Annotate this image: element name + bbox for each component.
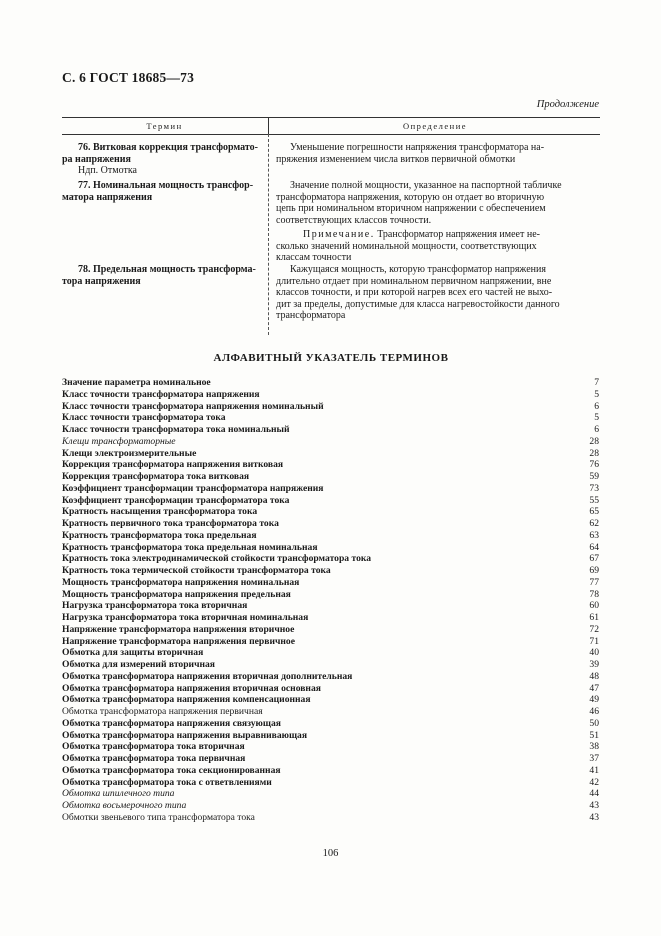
index-entry: [62, 483, 599, 495]
index-entry-page: 72: [589, 623, 599, 635]
index-entry-page: 39: [589, 659, 599, 670]
index-entry-term: Коррекция трансформатора напряжения витковая: [62, 459, 284, 471]
definition-line: пряжения изменением числа витков первичной обмотки: [276, 153, 516, 165]
index-entry: [62, 788, 599, 800]
column-header-term: Термин: [146, 121, 183, 131]
index-entry-page: 46: [589, 706, 599, 717]
index-entry: [62, 377, 599, 389]
index-entry-term: Коэффициент трансформации трансформатора напряжения: [62, 482, 324, 494]
index-entry-term: Кратность трансформатора тока предельная номинальная: [62, 541, 318, 553]
index-entry: [62, 659, 599, 671]
index-entry: [62, 518, 599, 530]
index-entry-term: Клещи трансформаторные: [62, 435, 176, 447]
column-divider: [268, 134, 269, 335]
index-entry-page: 63: [589, 529, 599, 541]
index-entry-page: 38: [589, 741, 599, 753]
index-entry-term: Кратность первичного тока трансформатора тока: [62, 518, 279, 529]
index-entry-term: Обмотка для измерений вторичная: [62, 659, 215, 670]
index-entry: [62, 471, 599, 483]
index-entry-page: 49: [589, 694, 599, 706]
index-entry: [62, 741, 599, 753]
index-entry-page: 65: [589, 506, 599, 518]
column-divider-header: [268, 117, 269, 134]
index-entry-page: 41: [589, 764, 599, 776]
table-top-rule: [62, 117, 600, 118]
index-entry-term: Коэффициент трансформации трансформатора тока: [62, 494, 290, 506]
index-entry: [62, 812, 599, 824]
index-entry-term: Обмотка трансформатора тока секционированная: [62, 764, 281, 776]
note-line: сколько значений номинальной мощности, соответствующих: [276, 240, 537, 252]
index-entry-page: 43: [589, 811, 599, 823]
index-entry-page: 5: [594, 388, 599, 400]
term-alias: Ндп. Отмотка: [78, 165, 137, 176]
index-entry-page: 67: [589, 553, 599, 565]
index-entry-term: Кратность трансформатора тока предельная: [62, 529, 257, 541]
index-entry: [62, 412, 599, 424]
definition-line: трансформатора: [276, 310, 346, 321]
note-line: [276, 229, 599, 241]
index-entry-page: 7: [594, 377, 599, 388]
definition-line: Кажущаяся мощность, которую трансформатор напряжения: [290, 264, 546, 275]
index-entry-term: Обмотка трансформатора тока первичная: [62, 753, 246, 764]
index-entry: [62, 636, 599, 648]
term-cell-78: [62, 264, 264, 287]
index-entry-term: Обмотка трансформатора напряжения связующая: [62, 717, 281, 729]
definition-line: дит за пределы, допустимые для класса нагревостойкости данного: [276, 298, 560, 310]
index-entry: [62, 624, 599, 636]
index-entry-page: 37: [589, 753, 599, 764]
index-entry-term: Напряжение трансформатора напряжения вторичное: [62, 623, 295, 635]
index-entry-page: 6: [594, 424, 599, 435]
index-entry-term: Обмотка трансформатора напряжения первичная: [62, 706, 263, 717]
index-entry-page: 42: [589, 776, 599, 788]
index-entry: [62, 647, 599, 659]
index-entry: [62, 565, 599, 577]
index-entry-term: Коррекция трансформатора тока витковая: [62, 471, 250, 482]
term-cell-76: [62, 142, 264, 177]
definition-line: Значение полной мощности, указанное на паспортной табличке: [290, 180, 562, 191]
index-entry-term: Обмотка трансформатора тока с ответвлениями: [62, 776, 272, 788]
index-entry-page: 28: [589, 435, 599, 447]
index-entry: [62, 530, 599, 542]
index-entry-page: 60: [589, 600, 599, 612]
index-entry-term: Клещи электроизмерительные: [62, 447, 197, 459]
index-entry-term: Напряжение трансформатора напряжения первичное: [62, 635, 295, 647]
index-entry-page: 40: [589, 647, 599, 659]
index-entry-term: Кратность тока термической стойкости трансформатора тока: [62, 565, 331, 576]
index-entry-page: 28: [589, 447, 599, 459]
column-header-definition: Определение: [402, 121, 468, 131]
term-cell-77: [62, 180, 264, 203]
term-line: 76. Витковая коррекция трансформато-: [78, 142, 259, 153]
index-entry-page: 44: [589, 788, 599, 800]
index-entry-term: Обмотка шпилечного типа: [62, 788, 175, 800]
definition-line: соответствующих классов точности.: [276, 214, 432, 226]
index-entry: [62, 600, 599, 612]
index-entry-page: 6: [594, 400, 599, 412]
note-line: классам точности: [276, 252, 352, 263]
term-line: матора напряжения: [62, 191, 153, 203]
index-entry: [62, 730, 599, 742]
index-title: АЛФАВИТНЫЙ УКАЗАТЕЛЬ ТЕРМИНОВ: [213, 352, 449, 364]
term-line: ра напряжения: [62, 153, 131, 165]
page-header-title: С. 6 ГОСТ 18685—73: [62, 70, 195, 85]
index-entry-page: 71: [589, 635, 599, 647]
definition-line: длительно отдает при номинальном первичном напряжении, вне: [276, 275, 552, 287]
index-entry: [62, 718, 599, 730]
index-entry-term: Обмотка трансформатора напряжения выравнивающая: [62, 729, 308, 741]
index-entry: [62, 495, 599, 507]
index-entry: [62, 683, 599, 695]
index-entry: [62, 577, 599, 589]
index-entry-page: 55: [589, 494, 599, 506]
definition-line: Уменьшение погрешности напряжения трансформатора на-: [290, 142, 545, 153]
index-entry: [62, 753, 599, 765]
index-entry-term: Кратность тока электродинамической стойкости трансформатора тока: [62, 553, 372, 565]
index-entry-page: 73: [589, 482, 599, 494]
index-entry: [62, 777, 599, 789]
index-entry-page: 5: [594, 412, 599, 424]
page-number: 106: [322, 848, 339, 859]
index-entry-page: 43: [589, 800, 599, 811]
index-entry-term: Мощность трансформатора напряжения предельная: [62, 588, 291, 600]
index-entry: [62, 389, 599, 401]
index-entry: [62, 401, 599, 413]
index-entry-page: 69: [589, 565, 599, 576]
index-entry-term: Обмотка трансформатора напряжения компенсационная: [62, 694, 311, 706]
index-entry: [62, 694, 599, 706]
term-line: 77. Номинальная мощность трансфор-: [78, 180, 254, 191]
index-entry-page: 78: [589, 588, 599, 600]
index-entry-term: Мощность трансформатора напряжения номинальная: [62, 576, 300, 588]
index-entry-page: 76: [589, 459, 599, 471]
definition-cell-78: [276, 264, 599, 322]
index-entry-term: Класс точности трансформатора напряжения: [62, 388, 260, 400]
index-entry-page: 61: [589, 612, 599, 623]
note-cell-77: [276, 229, 599, 264]
index-entry-page: 50: [589, 717, 599, 729]
index-entry-term: Класс точности трансформатора тока: [62, 412, 226, 424]
index-entry-term: Значение параметра номинальное: [62, 377, 211, 388]
definition-cell-77: [276, 180, 599, 226]
index-entry: [62, 765, 599, 777]
index-entry: [62, 612, 599, 624]
index-entry-page: 62: [589, 518, 599, 529]
term-line: 78. Предельная мощность трансформа-: [78, 264, 256, 275]
index-entry-term: Обмотка трансформатора напряжения вторичная основная: [62, 682, 321, 694]
table-header-rule: [62, 134, 600, 135]
note-text: Трансформатор напряжения имеет не-: [377, 229, 540, 240]
index-entry: [62, 706, 599, 718]
definition-cell-76: [276, 142, 599, 165]
index-entry: [62, 800, 599, 812]
index-entry-term: Кратность насыщения трансформатора тока: [62, 506, 258, 518]
index-entry-page: 64: [589, 541, 599, 553]
index-entry-term: Обмотка восьмерочного типа: [62, 800, 187, 811]
index-entry: [62, 589, 599, 601]
index-entry: [62, 506, 599, 518]
index-entry-term: Нагрузка трансформатора тока вторичная: [62, 600, 248, 612]
index-list: [62, 377, 599, 824]
index-entry-page: 59: [589, 471, 599, 482]
index-entry-page: 77: [589, 576, 599, 588]
index-entry: [62, 436, 599, 448]
index-entry-term: Класс точности трансформатора тока номинальный: [62, 424, 290, 435]
definition-line: классов точности, и при которой нагрев всех его частей не выхо-: [276, 287, 553, 298]
index-entry-page: 48: [589, 670, 599, 682]
index-entry: [62, 448, 599, 460]
index-entry-term: Нагрузка трансформатора тока вторичная номинальная: [62, 612, 309, 623]
index-entry-page: 51: [589, 729, 599, 741]
continued-label: Продолжение: [536, 99, 599, 110]
index-entry-term: Обмотки звеньевого типа трансформатора тока: [62, 811, 255, 823]
definition-line: трансформатора напряжения, которую он отдает во вторичную: [276, 191, 545, 203]
index-entry-page: 47: [589, 682, 599, 694]
definition-line: цепь при номинальном вторичном напряжении с обеспечением: [276, 203, 546, 214]
index-entry: [62, 459, 599, 471]
index-entry-term: Обмотка трансформатора тока вторичная: [62, 741, 245, 753]
index-entry: [62, 424, 599, 436]
index-entry: [62, 553, 599, 565]
term-line: тора напряжения: [62, 275, 141, 287]
index-entry-term: Класс точности трансформатора напряжения номинальный: [62, 400, 324, 412]
index-entry: [62, 671, 599, 683]
index-entry-term: Обмотка для защиты вторичная: [62, 647, 204, 659]
index-entry-term: Обмотка трансформатора напряжения вторичная дополнительная: [62, 670, 353, 682]
index-entry: [62, 542, 599, 554]
note-label: Примечание.: [303, 229, 375, 240]
